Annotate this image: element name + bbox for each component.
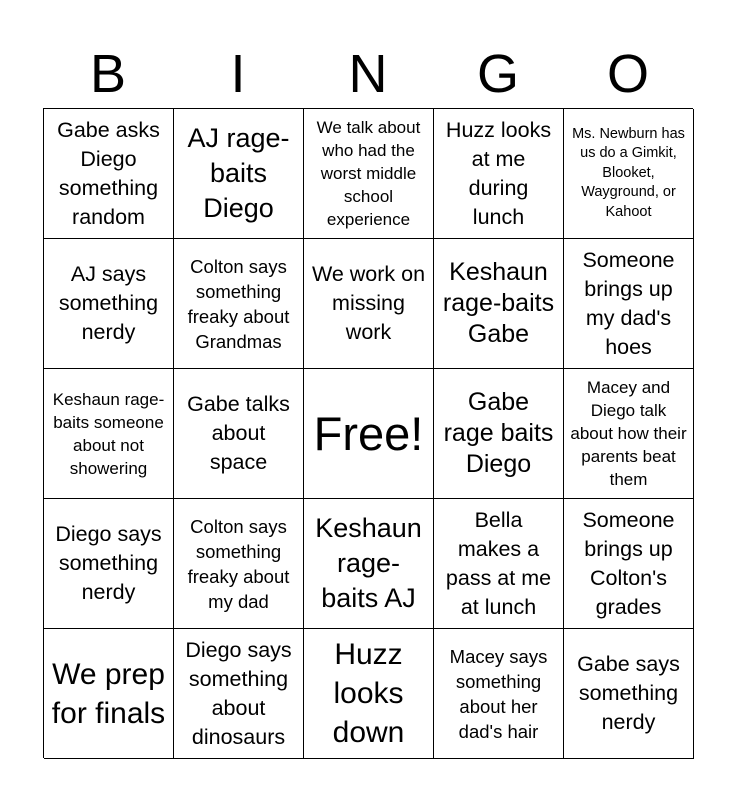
cell-text: Diego says something about dinosaurs	[185, 637, 292, 749]
bingo-cell-r3-c2[interactable]	[174, 369, 304, 499]
bingo-cell-r4-c1[interactable]	[44, 499, 174, 629]
bingo-cell-r1-c4[interactable]	[434, 109, 564, 239]
bingo-board	[43, 108, 693, 758]
cell-text: We prep for finals	[51, 657, 166, 730]
cell-text: AJ rage-baits Diego	[187, 123, 290, 223]
cell-text: Someone brings up my dad's hoes	[582, 247, 675, 359]
cell-text: Diego says something nerdy	[55, 522, 162, 604]
free-space-text: Free!	[313, 406, 424, 460]
cell-text: Macey and Diego talk about how their parents beat them	[570, 378, 687, 489]
cell-text: Keshaun rage-baits someone about not showering	[52, 389, 165, 478]
cell-text: Gabe asks Diego something random	[57, 117, 160, 229]
header-letter-b: B	[89, 44, 127, 104]
cell-text: Huzz looks at me during lunch	[445, 117, 552, 229]
bingo-cell-r1-c3[interactable]	[304, 109, 434, 239]
bingo-cell-r2-c2[interactable]	[174, 239, 304, 369]
cell-text: Macey says something about her dad's hair	[449, 645, 548, 742]
bingo-cell-r1-c2[interactable]	[174, 109, 304, 239]
cell-text: Keshaun rage-baits Gabe	[442, 258, 555, 348]
bingo-cell-r1-c5[interactable]	[564, 109, 694, 239]
bingo-cell-r5-c2[interactable]	[174, 629, 304, 759]
header-letter-n: N	[348, 44, 388, 104]
bingo-cell-r4-c3[interactable]	[304, 499, 434, 629]
bingo-cell-r3-c4[interactable]	[434, 369, 564, 499]
cell-text: Colton says something freaky about Grandmas	[187, 255, 290, 352]
bingo-cell-r3-c5[interactable]	[564, 369, 694, 499]
bingo-cell-r2-c1[interactable]	[44, 239, 174, 369]
header-letter-g: G	[476, 44, 519, 104]
bingo-cell-r3-c1[interactable]	[44, 369, 174, 499]
bingo-cell-r2-c4[interactable]	[434, 239, 564, 369]
cell-text: Keshaun rage-baits AJ	[315, 513, 422, 613]
bingo-cell-r5-c1[interactable]	[44, 629, 174, 759]
cell-text: Gabe rage baits Diego	[443, 388, 554, 478]
cell-text: We work on missing work	[311, 262, 426, 344]
cell-text: We talk about who had the worst middle school experience	[316, 118, 421, 229]
bingo-cell-r4-c5[interactable]	[564, 499, 694, 629]
cell-text: Gabe says something nerdy	[577, 652, 680, 734]
bingo-cell-r2-c5[interactable]	[564, 239, 694, 369]
cell-text: Someone brings up Colton's grades	[582, 507, 675, 619]
cell-text: Bella makes a pass at me at lunch	[445, 507, 552, 619]
bingo-cell-r5-c5[interactable]	[564, 629, 694, 759]
bingo-cell-r2-c3[interactable]	[304, 239, 434, 369]
cell-text: AJ says something nerdy	[58, 262, 159, 344]
cell-text: Gabe talks about space	[187, 392, 290, 474]
bingo-cell-free[interactable]	[304, 369, 434, 499]
bingo-header	[43, 40, 693, 108]
header-letter-i: I	[230, 44, 246, 104]
bingo-cell-r5-c3[interactable]	[304, 629, 434, 759]
bingo-cell-r4-c4[interactable]	[434, 499, 564, 629]
bingo-cell-r4-c2[interactable]	[174, 499, 304, 629]
bingo-cell-r5-c4[interactable]	[434, 629, 564, 759]
bingo-cell-r1-c1[interactable]	[44, 109, 174, 239]
header-letter-o: O	[606, 44, 649, 104]
cell-text: Colton says something freaky about my dad	[187, 515, 290, 612]
cell-text: Ms. Newburn has us do a Gimkit, Blooket, Wayground, or Kahoot	[572, 125, 685, 220]
cell-text: Huzz looks down	[332, 638, 405, 749]
